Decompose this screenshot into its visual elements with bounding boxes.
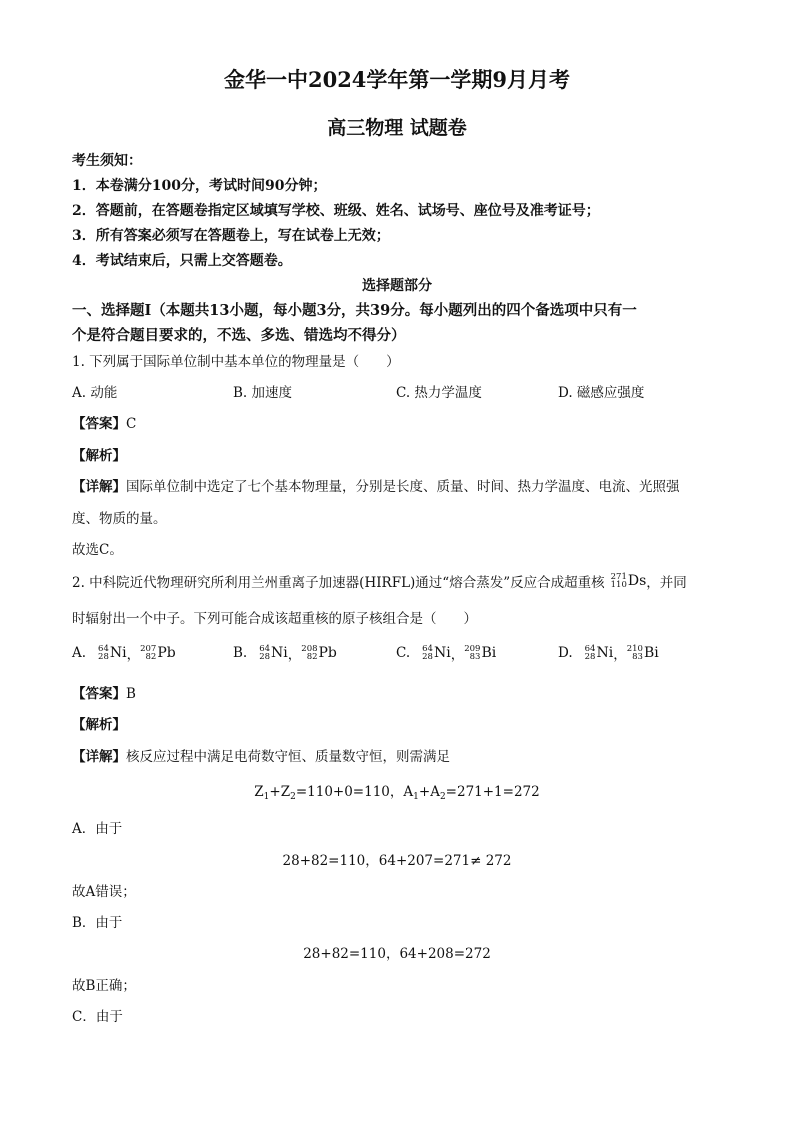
q1-answer (72, 412, 136, 432)
q2-option-c (396, 643, 496, 663)
q1-option-c: C. 热力学温度 (396, 385, 482, 401)
q2-answer-tag: 【答案】 (72, 686, 126, 702)
section-instruction-line2: 个是符合题目要求的，不选、多选、错选均不得分） (72, 327, 406, 344)
q2-c-n2-charge: 83 (469, 652, 481, 662)
q2-option-b-n1 (259, 645, 288, 662)
q2-equation-main (0, 780, 794, 802)
q2-option-a (72, 643, 176, 663)
q2-stem-line2: 时辐射出一个中子。下列可能合成该超重核的原子核组合是（ ） (72, 611, 477, 627)
q2-c-n1-mass: 64 (422, 643, 433, 654)
q1-detail-line1 (72, 475, 680, 495)
q2-c-sep: ， (450, 647, 465, 663)
q2-c-n2-symbol: Bi (481, 645, 497, 661)
q2-a-n1-charge: 28 (98, 652, 109, 662)
q2-case-c-label: C．由于 (72, 1009, 123, 1025)
q2-d-n2-symbol: Bi (643, 645, 659, 661)
q2-detail-tag: 【详解】 (72, 749, 126, 765)
eq-z1-sub: 1 (263, 792, 270, 802)
q2-case-b-label: B．由于 (72, 915, 123, 931)
q2-a-n1-symbol: Ni (109, 645, 127, 661)
notice-heading: 考生须知： (72, 153, 142, 169)
q1-option-b: B. 加速度 (233, 385, 293, 401)
q2-a-sep: ， (126, 647, 141, 663)
q2-b-n1-mass: 64 (259, 643, 271, 654)
q2-d-n1-mass: 64 (584, 643, 596, 654)
q1-conclusion: 故选C。 (72, 542, 123, 558)
eq-a1: A (403, 784, 414, 800)
eq-a-rest: =271+1=272 (445, 784, 540, 800)
q1-answer-value: C (126, 416, 137, 432)
q2-a-n2-charge: 82 (145, 652, 157, 662)
q1-detail-line2: 度、物质的量。 (72, 511, 167, 527)
q2-case-b-equation: 28+82=110，64+208=272 (303, 946, 491, 962)
q2-b-sep: ， (287, 647, 302, 663)
q2-answer (72, 682, 136, 702)
q1-detail-tag: 【详解】 (72, 479, 126, 495)
q2-case-a-equation: 28+82=110，64+207=271≠ 272 (282, 853, 512, 869)
q2-analysis-tag: 【解析】 (72, 717, 126, 733)
q2-a-n2-symbol: Pb (157, 645, 176, 661)
q2-b-n1-symbol: Ni (271, 645, 288, 661)
q2-answer-value: B (126, 686, 136, 702)
notice-item-3: 3．所有答案必须写在答题卷上，写在试卷上无效； (72, 228, 390, 244)
q2-detail (72, 745, 450, 765)
q2-b-n2-charge: 82 (306, 652, 318, 662)
q1-option-d: D. 磁感应强度 (558, 385, 645, 401)
q2-b-n1-charge: 28 (259, 652, 271, 662)
q2-d-sep: ， (613, 647, 627, 663)
q2-option-b (233, 643, 337, 663)
q2-ds-symbol: Ds (627, 573, 647, 589)
eq-a-plus: + (418, 784, 431, 800)
q2-case-a-label: A．由于 (72, 821, 123, 837)
q2-a-n1-mass: 64 (98, 643, 109, 654)
eq-a2-sub: 2 (439, 792, 446, 802)
eq-z-plus: + (269, 784, 281, 800)
notice-item-4: 4．考试结束后，只需上交答题卷。 (72, 253, 292, 269)
section-title: 选择题部分 (362, 278, 432, 294)
q2-stem-line1 (72, 571, 687, 591)
q2-case-b-result: 故B正确； (72, 978, 136, 994)
q2-c-n1-charge: 28 (422, 652, 433, 662)
eq-z1: Z (254, 784, 264, 800)
q2-d-n2-mass: 210 (626, 643, 643, 654)
q1-analysis-tag: 【解析】 (72, 448, 126, 464)
q2-d-n2-charge: 83 (632, 652, 643, 662)
q2-b-n2-symbol: Pb (318, 645, 337, 661)
eq-z2: Z (280, 784, 291, 800)
q1-option-a: A. 动能 (72, 385, 118, 401)
q2-ds-charge: 110 (610, 580, 627, 590)
q2-b-n2-mass: 208 (301, 643, 318, 654)
q1-answer-tag: 【答案】 (72, 416, 126, 432)
q2-option-a-n2 (140, 645, 176, 662)
q2-stem-part2: ，并同 (646, 575, 687, 591)
eq-a2: A (430, 784, 440, 800)
q2-option-a-label: A. (72, 645, 87, 661)
q2-option-d-n1 (585, 645, 614, 662)
q2-detail-text: 核反应过程中满足电荷数守恒、质量数守恒，则需满足 (126, 749, 450, 765)
q2-option-c-n2 (464, 645, 496, 662)
q2-option-d-label: D. (558, 645, 573, 661)
exam-subtitle: 高三物理 试题卷 (327, 117, 467, 139)
notice-item-2: 2．答题前，在答题卷指定区域填写学校、班级、姓名、试场号、座位号及准考证号； (72, 203, 600, 219)
q2-c-n1-symbol: Ni (433, 645, 451, 661)
q2-option-d (558, 643, 659, 663)
q2-nucleus-ds (611, 573, 647, 590)
q2-case-a-result: 故A错误； (72, 884, 136, 900)
q2-option-c-n1 (422, 645, 451, 662)
q2-d-n1-symbol: Ni (596, 645, 614, 661)
eq-z-rest: =110+0=110， (295, 784, 404, 800)
q1-stem: 1. 下列属于国际单位制中基本单位的物理量是（ ） (72, 354, 400, 370)
q2-ds-mass: 271 (610, 571, 627, 582)
q2-option-d-n2 (627, 645, 659, 662)
section-instruction-line1: 一、选择题Ⅰ（本题共13小题，每小题3分，共39分。每小题列出的四个备选项中只有一 (72, 302, 637, 319)
q2-option-c-label: C. (396, 645, 411, 661)
notice-item-1: 1．本卷满分100分，考试时间90分钟； (72, 178, 327, 194)
q2-c-n2-mass: 209 (464, 643, 481, 654)
q2-option-b-n2 (301, 645, 337, 662)
q2-a-n2-mass: 207 (140, 643, 157, 654)
q1-detail-text: 国际单位制中选定了七个基本物理量，分别是长度、质量、时间、热力学温度、电流、光照强 (126, 479, 680, 495)
exam-title: 金华一中2024学年第一学期9月月考 (223, 67, 571, 92)
q2-d-n1-charge: 28 (584, 652, 596, 662)
q2-option-a-n1 (98, 645, 127, 662)
q2-stem-part1: 2. 中科院近代物理研究所利用兰州重离子加速器(HIRFL)通过“熔合蒸发”反应合成超重核 (72, 575, 605, 591)
q2-option-b-label: B. (233, 645, 248, 661)
eq-a1-sub: 1 (413, 792, 419, 802)
eq-z2-sub: 2 (290, 792, 296, 802)
